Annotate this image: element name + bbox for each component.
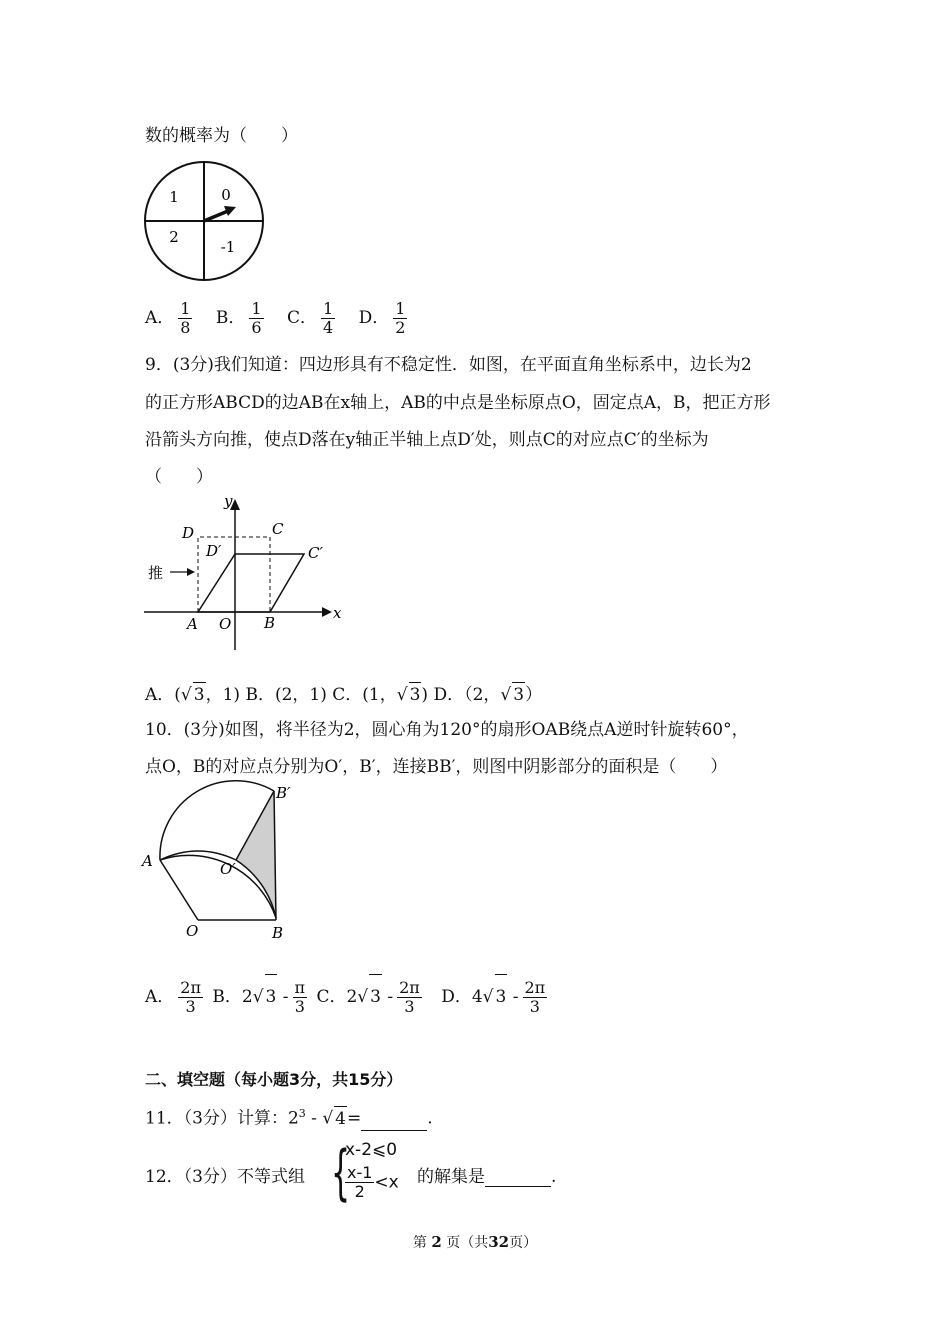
label-C-prime: C′ <box>308 544 323 562</box>
label-push: 推 <box>148 564 164 582</box>
label-O-prime: O′ <box>220 860 236 878</box>
q10-line-1: 10．(3分)如图，将半径为2，圆心角为120°的扇形OAB绕点A逆时针旋转60°， <box>145 720 749 740</box>
label-D-prime: D′ <box>206 542 222 560</box>
q8-options <box>145 296 425 340</box>
label-B-prime: B′ <box>276 784 291 802</box>
q11-answer-blank[interactable] <box>361 1112 427 1131</box>
q9-line-1: 9．(3分)我们知道：四边形具有不稳定性．如图，在平面直角坐标系中，边长为2 <box>145 355 752 375</box>
q9-line-3: 沿箭头方向推，使点D落在y轴正半轴上点D′处，则点C的对应点C′的坐标为 <box>145 430 709 450</box>
section-2-title: 二、填空题（每小题3分，共15分） <box>145 1070 403 1089</box>
q8-option-d: D． $\frac{1}{2}$ <box>358 299 406 337</box>
q9-options <box>145 682 542 707</box>
q8-stem-tail: 数的概率为（ ） <box>145 126 298 146</box>
q9-line-4: （ ） <box>145 467 213 487</box>
label-D: D <box>182 524 195 542</box>
label-O: O <box>186 922 199 940</box>
q8-option-b: B． $\frac{1}{6}$ <box>215 299 262 337</box>
spinner-sector-1: 1 <box>169 188 179 206</box>
q10-option-c: C．2√ 3 - $\frac{2\pi}{3}$ <box>316 987 425 1007</box>
label-A: A <box>142 852 153 870</box>
label-C: C <box>272 520 284 538</box>
q9-line-2: 的正方形ABCD的边AB在x轴上，AB的中点是坐标原点O，固定点A，B，把正方形 <box>145 393 771 413</box>
q10-line-2: 点O，B的对应点分别为O′，B′，连接BB′，则图中阴影部分的面积是（ ） <box>145 757 728 777</box>
q10-options <box>145 974 551 1019</box>
label-B: B <box>264 614 276 632</box>
q12-answer-blank[interactable] <box>485 1168 551 1187</box>
spinner-sector-2: 2 <box>169 228 179 246</box>
y-axis-label: y <box>224 492 233 510</box>
q8-option-a: A． $\frac{1}{8}$ <box>145 299 191 337</box>
label-O: O <box>219 615 232 633</box>
q9-figure <box>140 492 350 654</box>
q10-option-b: B．2√ 3 - $\frac{\pi}{3}$ <box>212 987 311 1007</box>
q11: 11．（3分）计算：$2^3$ - √ 4= . <box>145 1107 433 1129</box>
q9-option-a: A．(√ 3，1) <box>145 685 245 705</box>
x-axis-label: x <box>333 604 342 622</box>
q9-option-c: C．(1，√ 3) <box>332 685 433 705</box>
q9-option-b: B．(2，1) <box>245 685 333 705</box>
q9-option-d: D．（2，√ 3） <box>433 685 542 705</box>
page-footer: 第 2 页（共32页） <box>412 1233 538 1251</box>
q10-option-d: D．4√ 3 - $\frac{2\pi}{3}$ <box>441 987 551 1007</box>
q10-figure <box>138 780 298 942</box>
spinner-sector-neg1: -1 <box>220 238 236 256</box>
spinner-figure <box>140 160 270 282</box>
spinner-sector-0: 0 <box>221 186 231 204</box>
label-B: B <box>272 924 284 942</box>
label-A: A <box>187 615 198 633</box>
q10-option-a: A． $\frac{2\pi}{3}$ <box>145 978 201 1016</box>
q8-option-c: C． $\frac{1}{4}$ <box>286 299 334 337</box>
